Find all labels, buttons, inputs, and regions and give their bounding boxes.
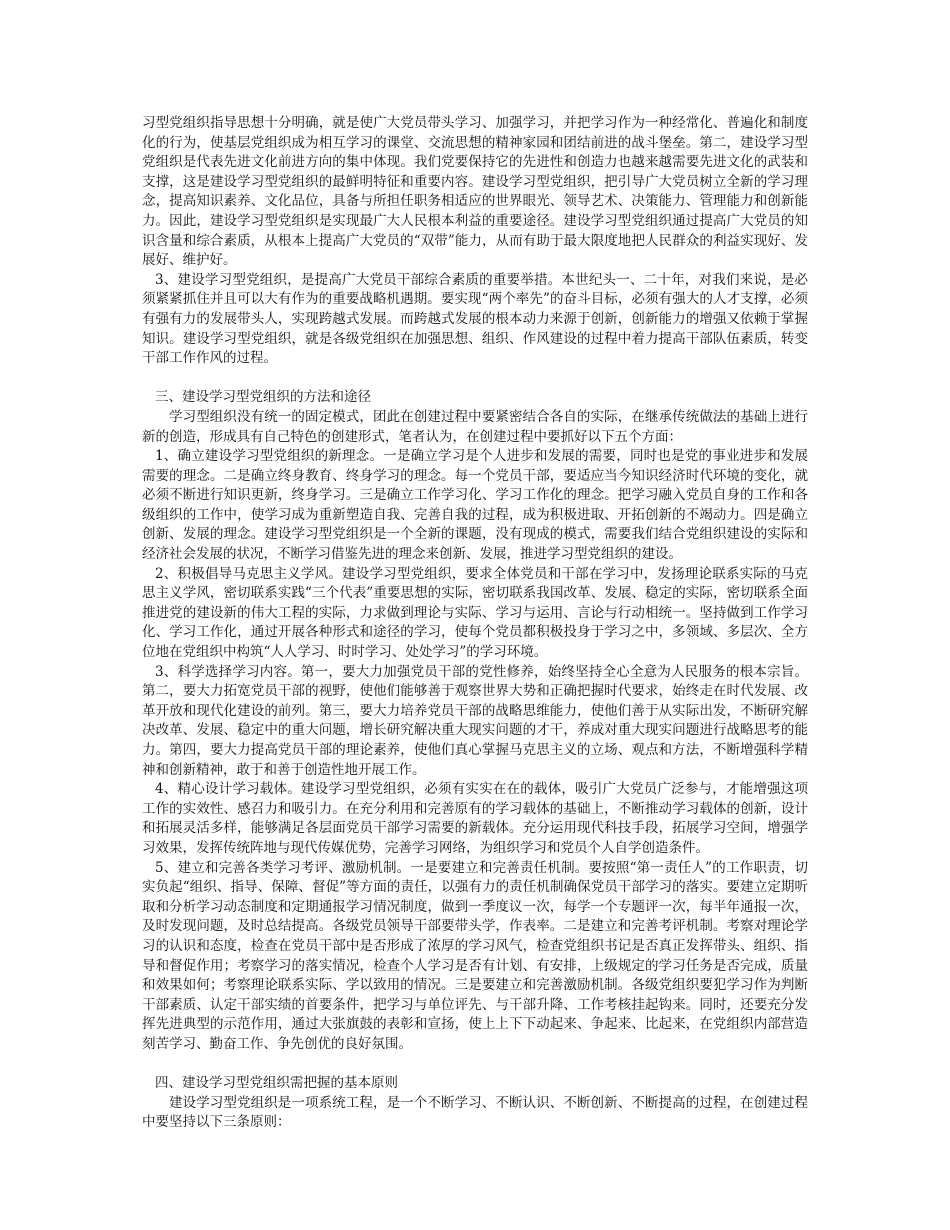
section3-heading: 三、建设学习型党组织的方法和途径 xyxy=(155,389,371,406)
section4-heading: 四、建设学习型党组织需把握的基本原则 xyxy=(155,1075,398,1092)
paragraph-section2-continued: 习型党组织指导思想十分明确，就是使广大党员带头学习、加强学习，并把学习作为一种经常化、普遍化和制度化的行为，使基层党组织成为相互学习的课堂、交流思想的精神家园和团结前进的战斗堡垒。第二，建设学习型党组织是代表先进文化前进方向的集中体现。我们党要保持它的先进性和创造力也越来越需要先进文化的武装和支撑，这是建设学习型党组织的最鲜明特征和重要内容。建设学习型党组织，把引导广大党员树立全新的学习理念，提高知识素养、文化品位，具备与所担任职务相适应的世界眼光、领导艺术、决策能力、管理能力和创新能力。因此，建设学习型党组织是实现最广大人民根本利益的重要途径。建设学习型党组织通过提高广大党员的知识含量和综合素质，从根本上提高广大党员的“双带”能力，从而有助于最大限度地把人民群众的利益实现好、发展好、维护好。 xyxy=(142,115,808,269)
paragraph-gap xyxy=(142,369,808,389)
section3-item-5: 5、建立和完善各类学习考评、激励机制。一是要建立和完善责任机制。要按照“第一责任人”的工作职责，切实负起“组织、指导、保障、督促”等方面的责任，以强有力的责任机制确保党员干部学习的落实。要建立定期听取和分析学习动态制度和定期通报学习情况制度，做到一季度议一次，每学一个专题评一次，每半年通报一次，及时发现问题，及时总结提高。各级党员领导干部要带头学，作表率。二是建立和完善考评机制。考察对理论学习的认识和态度，检查在党员干部中是否形成了浓厚的学习风气，检查党组织书记是否真正发挥带头、组织、指导和督促作用；考察学习的落实情况，检查个人学习是否有计划、有安排，上级规定的学习任务是否完成，质量和效果如何；考察理论联系实际、学以致用的情况。三是要建立和完善激励机制。各级党组织要犯学习作为判断干部素质、认定干部实绩的首要条件，把学习与单位评先、与干部升降、工作考核挂起钩来。同时，还要充分发挥先进典型的示范作用，通过大张旗鼓的表彰和宣扬，使上上下下动起来、争起来、比起来，在党组织内部营造刻苦学习、勤奋工作、争先创优的良好氛围。 xyxy=(142,859,808,1052)
paragraph-section2-point3: 3、建设学习型党组织，是提高广大党员干部综合素质的重要举措。本世纪头一、二十年，对我们来说，是必须紧紧抓住并且可以大有作为的重要战略机遇期。要实现“两个率先”的奋斗目标，必须有强大的人才支撑，必须有强有力的发展带头人，实现跨越式发展。而跨越式发展的根本动力来源于创新，创新能力的增强又依赖于掌握知识。建设学习型党组织，就是各级党组织在加强思想、组织、作风建设的过程中着力提高干部队伍素质，转变干部工作作风的过程。 xyxy=(142,271,808,367)
paragraph-gap xyxy=(142,1055,808,1075)
section3-intro-paragraph: 学习型组织没有统一的固定模式，团此在创建过程中要紧密结合各自的实际，在继承传统做法的基础上进行新的创造，形成具有自己特色的创建形式，笔者认为，在创建过程中要抓好以下五个方面： xyxy=(142,408,808,445)
section3-item-1: 1、确立建设学习型党组织的新理念。一是确立学习是个人进步和发展的需要，同时也是党的事业进步和发展需要的理念。二是确立终身教育、终身学习的理念。每一个党员干部，要适应当今知识经济时代环境的变化，就必须不断进行知识更新，终身学习。三是确立工作学习化、学习工作化的理念。把学习融入党员自身的工作和各级组织的工作中，使学习成为重新塑造自我、完善自我的过程，成为积极进取、开拓创新的不竭动力。四是确立创新、发展的理念。建设学习型党组织是一个全新的课题，没有现成的模式，需要我们结合党组织建设的实际和经济社会发展的状况，不断学习借鉴先进的理念来创新、发展，推进学习型党组织的建设。 xyxy=(142,448,808,563)
document-page xyxy=(142,114,808,1133)
section4-intro-paragraph: 建设学习型党组织是一项系统工程，是一个不断学习、不断认识、不断创新、不断提高的过程，在创建过程中要坚持以下三条原则： xyxy=(142,1094,808,1131)
section3-item-3: 3、科学选择学习内容。第一，要大力加强党员干部的党性修养，始终坚持全心全意为人民服务的根本宗旨。第二，要大力拓宽党员干部的视野，使他们能够善于观察世界大势和正确把握时代要求，始终走在时代发展、改革开放和现代化建设的前列。第三，要大力培养党员干部的战略思维能力，使他们善于从实际出发，不断研究解决改革、发展、稳定中的重大问题，增长研究解决重大现实问题的才干，养成对重大现实问题进行战略思考的能力。第四，要大力提高党员干部的理论素养，使他们真心掌握马克思主义的立场、观点和方法，不断增强科学精神和创新精神，敢于和善于创造性地开展工作。 xyxy=(142,663,808,778)
section3-item-4: 4、精心设计学习载体。建设学习型党组织，必须有实实在在的载体，吸引广大党员广泛参与，才能增强这项工作的实效性、感召力和吸引力。在充分利用和完善原有的学习载体的基础上，不断推动学习载体的创新，设计和拓展灵活多样，能够满足各层面党员干部学习需要的新载体。充分运用现代科技手段，拓展学习空间，增强学习效果，发挥传统阵地与现代传媒优势，完善学习网络，为组织学习和党员个人自学创造条件。 xyxy=(142,781,808,856)
section3-item-2: 2、积极倡导马克思主义学风。建设学习型党组织，要求全体党员和干部在学习中，发扬理论联系实际的马克思主义学风，密切联系实践“三个代表”重要思想的实际，密切联系我国改革、发展、稳定的实际，密切联系全面推进党的建设新的伟大工程的实际，力求做到理论与实际、学习与运用、言论与行动相统一。坚持做到工作学习化、学习工作化，通过开展各种形式和途径的学习，使每个党员都积极投身于学习之中，多领域、多层次、全方位地在党组织中构筑“人人学习、时时学习、处处学习”的学习环境。 xyxy=(142,565,808,661)
